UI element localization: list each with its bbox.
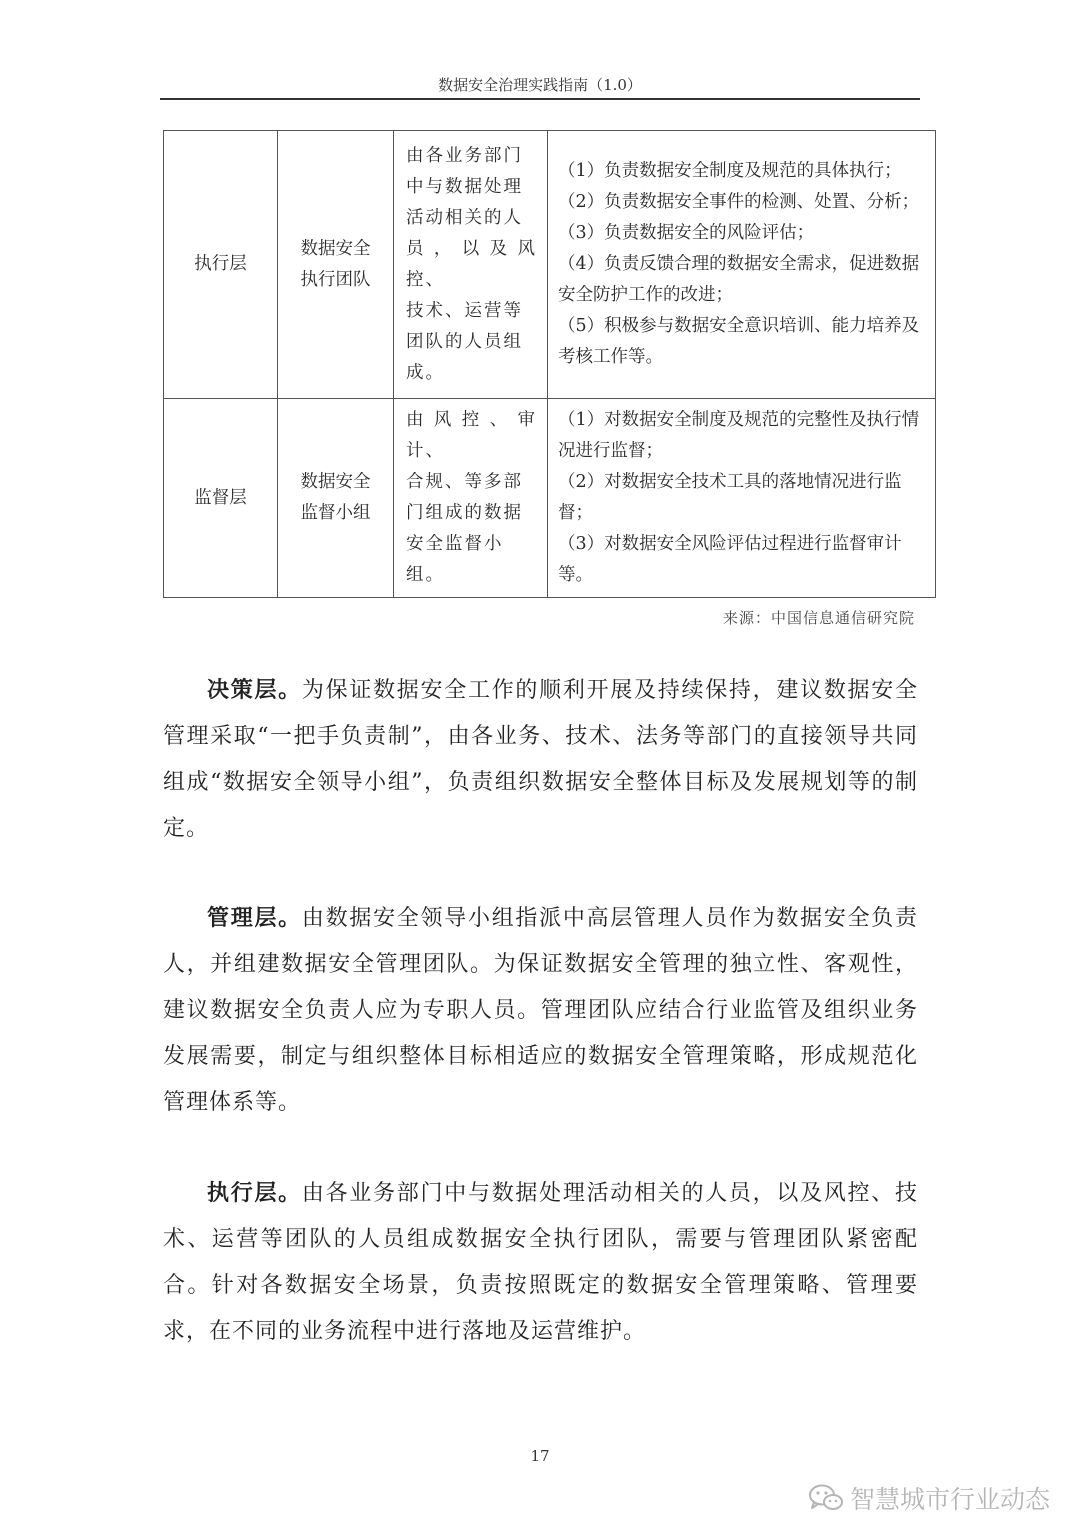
paragraph-text: 为保证数据安全工作的顺利开展及持续保持，建议数据安全管理采取“一把手负责制”，由各业务、技术、法务等部门的直接领导共同组成“数据安全领导小组”，负责组织数据安全整体目标及发展规划等的制定。 [163, 678, 918, 841]
composition-line: 成。 [406, 362, 445, 383]
table-source: 来源：中国信息通信研究院 [722, 609, 915, 627]
composition-line: 合规、等多部 [406, 472, 523, 492]
composition-line: 组。 [406, 565, 445, 585]
paragraph-decision-layer [163, 668, 918, 852]
paragraph-execution-layer [163, 1171, 918, 1355]
duty-item: （1）对数据安全制度及规范的完整性及执行情况进行监督； [558, 410, 920, 461]
duty-item: （1）负责数据安全制度及规范的具体执行； [558, 161, 902, 181]
composition-cell [394, 131, 548, 399]
composition-line: 活动相关的人 [406, 207, 523, 228]
layer-cell: 监督层 [164, 399, 278, 598]
roles-table [163, 130, 936, 598]
wechat-icon [808, 1483, 844, 1513]
composition-line: 员，以及风控、 [406, 238, 537, 290]
composition-line: 中与数据处理 [406, 176, 523, 197]
team-cell [278, 131, 394, 399]
paragraph-management-layer [163, 896, 918, 1126]
paragraph-text: 由数据安全领导小组指派中高层管理人员作为数据安全负责人，并组建数据安全管理团队。为保证数据安全管理的独立性、客观性，建议数据安全负责人应为专职人员。管理团队应结合行业监管及组织业务发展需要，制定与组织整体目标相适应的数据安全管理策略，形成规范化管理体系等。 [163, 906, 918, 1115]
team-line: 数据安全 [300, 472, 371, 492]
composition-line: 由各业务部门 [406, 145, 523, 166]
team-line: 监督小组 [300, 503, 371, 523]
page-number: 17 [530, 1447, 550, 1465]
duties-cell [548, 399, 936, 598]
document-header: 数据安全治理实践指南（1.0） [438, 76, 642, 94]
duty-item: （2）对数据安全技术工具的落地情况进行监督； [558, 472, 902, 523]
paragraph-text: 由各业务部门中与数据处理活动相关的人员，以及风控、技术、运营等团队的人员组成数据安全执行团队，需要与管理团队紧密配合。针对各数据安全场景，负责按照既定的数据安全管理策略、管理要求，在不同的业务流程中进行落地及运营维护。 [163, 1181, 918, 1344]
header-rule [160, 98, 920, 100]
duties-cell [548, 131, 936, 399]
paragraph-lead: 执行层。 [207, 1181, 302, 1206]
duty-item: （4）负责反馈合理的数据安全需求，促进数据安全防护工作的改进； [558, 254, 920, 305]
composition-line: 门组成的数据 [406, 503, 523, 523]
composition-line: 由风控、审计、 [406, 410, 537, 461]
watermark-text: 智慧城市行业动态 [849, 1485, 1050, 1514]
composition-line: 技术、运营等 [406, 300, 523, 321]
table-row-supervision [164, 399, 936, 598]
paragraph-lead: 管理层。 [207, 906, 302, 931]
paragraph-lead: 决策层。 [207, 678, 302, 703]
composition-cell [394, 399, 548, 598]
team-line: 执行团队 [300, 269, 371, 290]
team-cell [278, 399, 394, 598]
composition-line: 安全监督小 [406, 534, 504, 554]
layer-cell: 执行层 [164, 131, 278, 399]
composition-line: 团队的人员组 [406, 331, 523, 352]
duty-item: （3）负责数据安全的风险评估； [558, 223, 815, 243]
team-line: 数据安全 [300, 238, 371, 259]
table-row-execution [164, 131, 936, 399]
duty-item: （5）积极参与数据安全意识培训、能力培养及考核工作等。 [558, 316, 920, 367]
duty-item: （2）负责数据安全事件的检测、处置、分析； [558, 192, 920, 212]
duty-item: （3）对数据安全风险评估过程进行监督审计等。 [558, 534, 902, 585]
watermark [808, 1480, 1050, 1516]
